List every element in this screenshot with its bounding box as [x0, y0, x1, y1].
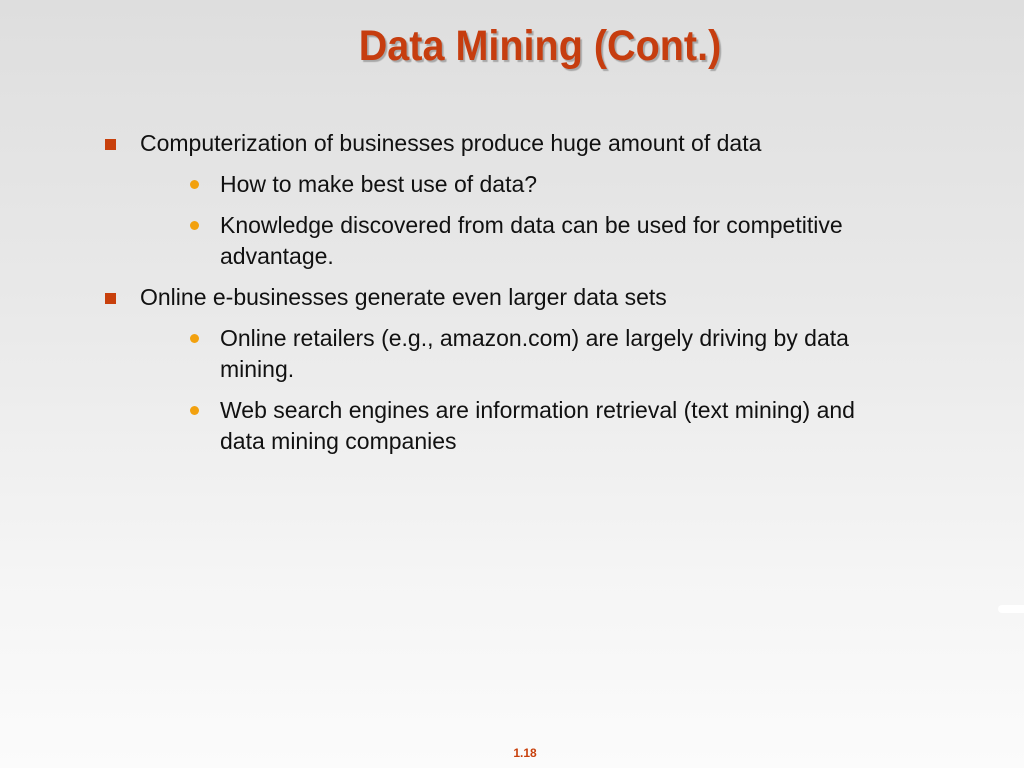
circle-bullet-icon: [190, 221, 199, 230]
decorative-edge-mark: [998, 605, 1024, 613]
slide-content: [104, 128, 904, 467]
circle-bullet-icon: [190, 406, 199, 415]
page-number: 1.18: [513, 746, 537, 760]
slide-title: Data Mining (Cont.): [358, 22, 722, 70]
sub-bullet-text: Online retailers (e.g., amazon.com) are largely driving by data mining.: [220, 325, 849, 382]
sub-bullet-item: [140, 210, 904, 272]
sub-bullet-text: Knowledge discovered from data can be used for competitive advantage.: [220, 212, 843, 269]
sub-bullet-item: [140, 169, 904, 200]
bullet-text: Online e-businesses generate even larger data sets: [140, 284, 667, 310]
circle-bullet-icon: [190, 180, 199, 189]
sub-bullet-text: Web search engines are information retrieval (text mining) and data mining companies: [220, 397, 855, 454]
bullet-text: Computerization of businesses produce huge amount of data: [140, 130, 762, 156]
sub-bullet-text: How to make best use of data?: [220, 171, 538, 197]
square-bullet-icon: [105, 293, 116, 304]
sub-bullet-item: [140, 323, 904, 385]
circle-bullet-icon: [190, 334, 199, 343]
sub-bullet-list: [140, 169, 904, 272]
bullet-item: [104, 282, 904, 457]
sub-bullet-item: [140, 395, 904, 457]
square-bullet-icon: [105, 139, 116, 150]
bullet-item: [104, 128, 904, 272]
sub-bullet-list: [140, 323, 904, 457]
